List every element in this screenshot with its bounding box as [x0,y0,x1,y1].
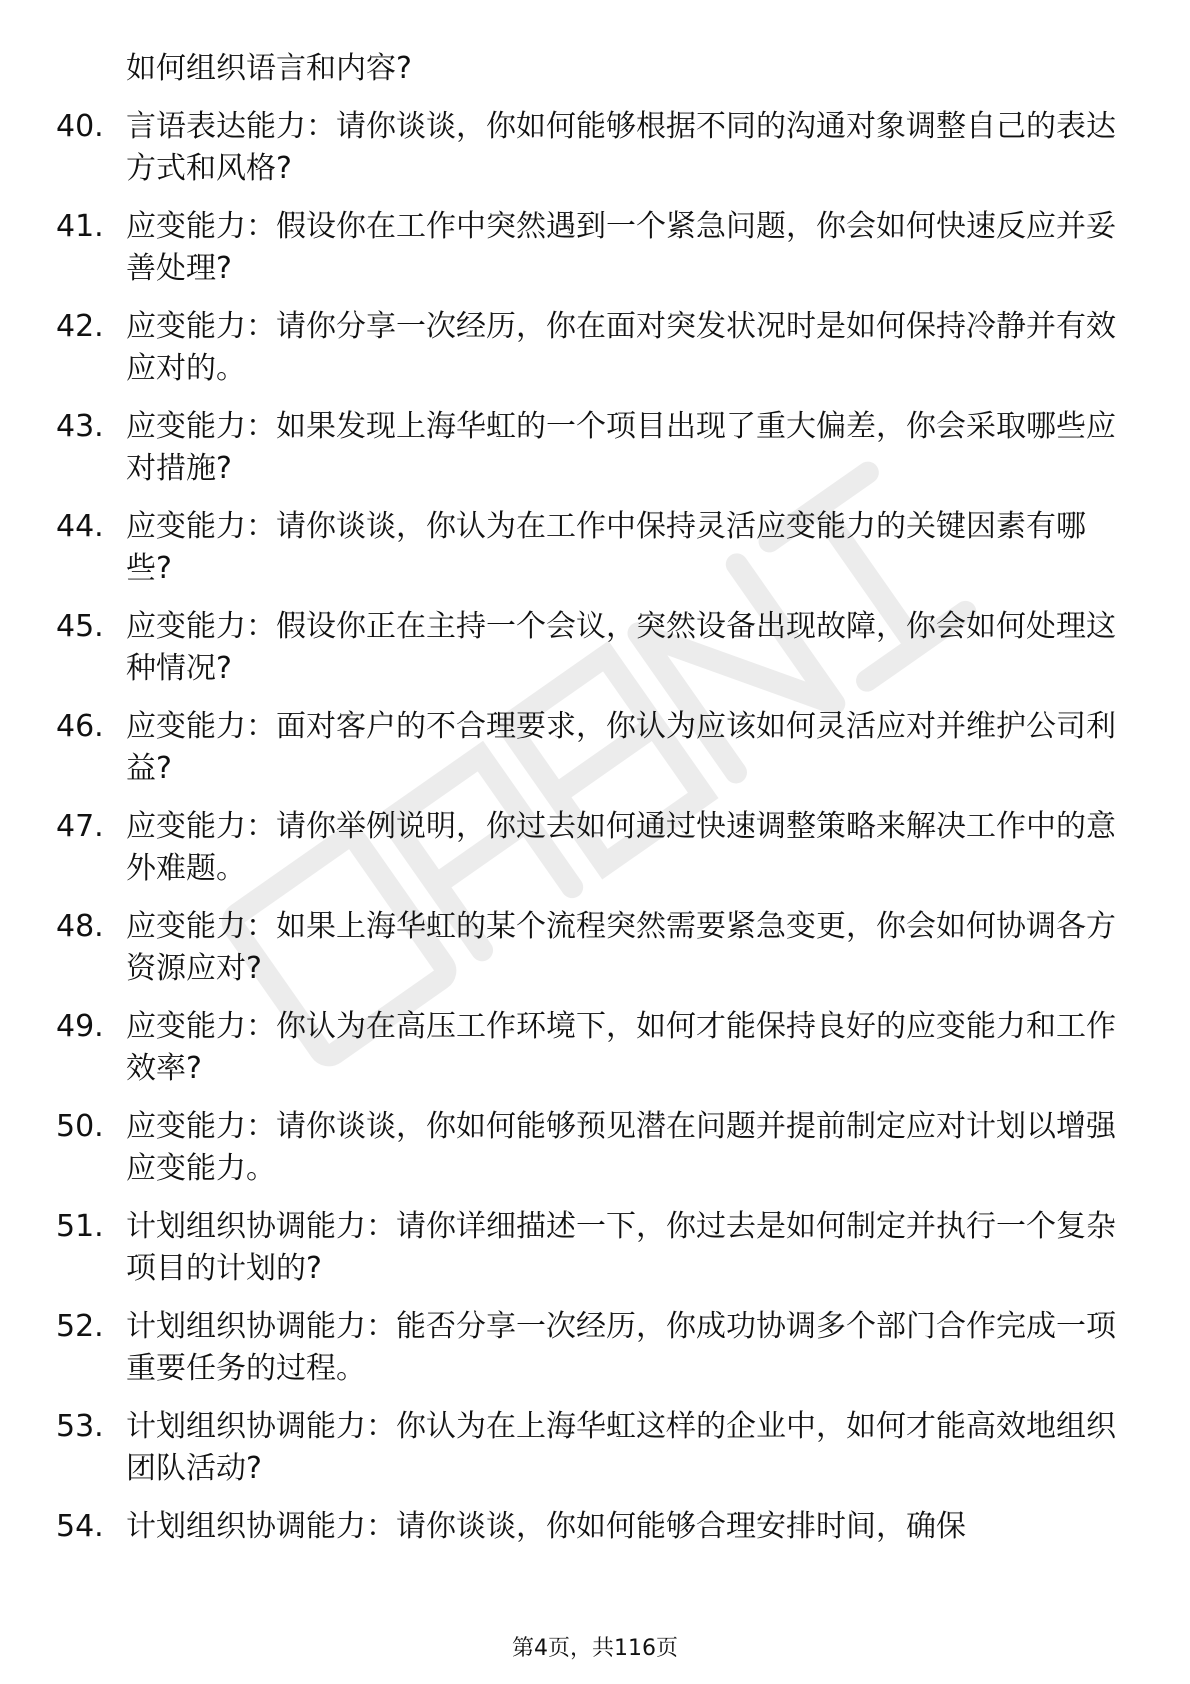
question-number: 40. [56,109,104,144]
question-text: 应变能力：请你谈谈，你如何能够预见潜在问题并提前制定应对计划以增强应变能力。 [126,1109,1116,1186]
question-list [56,48,1116,1564]
question-number: 44. [56,509,104,544]
question-item [56,406,1116,490]
question-item [56,1106,1116,1190]
question-item [56,1506,1116,1548]
question-number: 42. [56,309,104,344]
question-text: 计划组织协调能力：请你谈谈，你如何能够合理安排时间，确保 [126,1509,966,1544]
question-item [56,806,1116,890]
question-number: 52. [56,1309,104,1344]
question-number: 46. [56,709,104,744]
question-item [56,1206,1116,1290]
question-text: 计划组织协调能力：请你详细描述一下，你过去是如何制定并执行一个复杂项目的计划的? [126,1209,1116,1286]
question-item [56,1006,1116,1090]
question-number: 48. [56,909,104,944]
question-number: 47. [56,809,104,844]
question-item [56,906,1116,990]
question-text: 言语表达能力：请你谈谈，你如何能够根据不同的沟通对象调整自己的表达方式和风格? [126,109,1116,186]
question-number: 51. [56,1209,104,1244]
question-item [56,506,1116,590]
question-text: 应变能力：你认为在高压工作环境下，如何才能保持良好的应变能力和工作效率? [126,1009,1116,1086]
question-text: 应变能力：请你谈谈，你认为在工作中保持灵活应变能力的关键因素有哪些? [126,509,1086,586]
question-text: 应变能力：假设你在工作中突然遇到一个紧急问题，你会如何快速反应并妥善处理? [126,209,1116,286]
question-text: 计划组织协调能力：能否分享一次经历，你成功协调多个部门合作完成一项重要任务的过程。 [126,1309,1116,1386]
question-text: 应变能力：如果发现上海华虹的一个项目出现了重大偏差，你会采取哪些应对措施? [126,409,1116,486]
question-text: 应变能力：假设你正在主持一个会议，突然设备出现故障，你会如何处理这种情况? [126,609,1116,686]
question-number: 45. [56,609,104,644]
question-number: 50. [56,1109,104,1144]
question-number: 43. [56,409,104,444]
question-number: 49. [56,1009,104,1044]
question-number: 41. [56,209,104,244]
question-text: 应变能力：如果上海华虹的某个流程突然需要紧急变更，你会如何协调各方资源应对? [126,909,1116,986]
question-item [56,106,1116,190]
question-number: 54. [56,1509,104,1544]
question-number: 53. [56,1409,104,1444]
question-text: 应变能力：请你举例说明，你过去如何通过快速调整策略来解决工作中的意外难题。 [126,809,1116,886]
question-text: 计划组织协调能力：你认为在上海华虹这样的企业中，如何才能高效地组织团队活动? [126,1409,1116,1486]
question-item [56,1306,1116,1390]
page-footer: 第4页，共116页 [512,1636,678,1661]
continuation-line: 如何组织语言和内容? [126,51,412,86]
question-item [56,206,1116,290]
question-item [56,706,1116,790]
question-text: 应变能力：请你分享一次经历，你在面对突发状况时是如何保持冷静并有效应对的。 [126,309,1116,386]
question-item [56,306,1116,390]
question-text: 应变能力：面对客户的不合理要求，你认为应该如何灵活应对并维护公司利益? [126,709,1116,786]
question-item [56,1406,1116,1490]
question-item [56,606,1116,690]
